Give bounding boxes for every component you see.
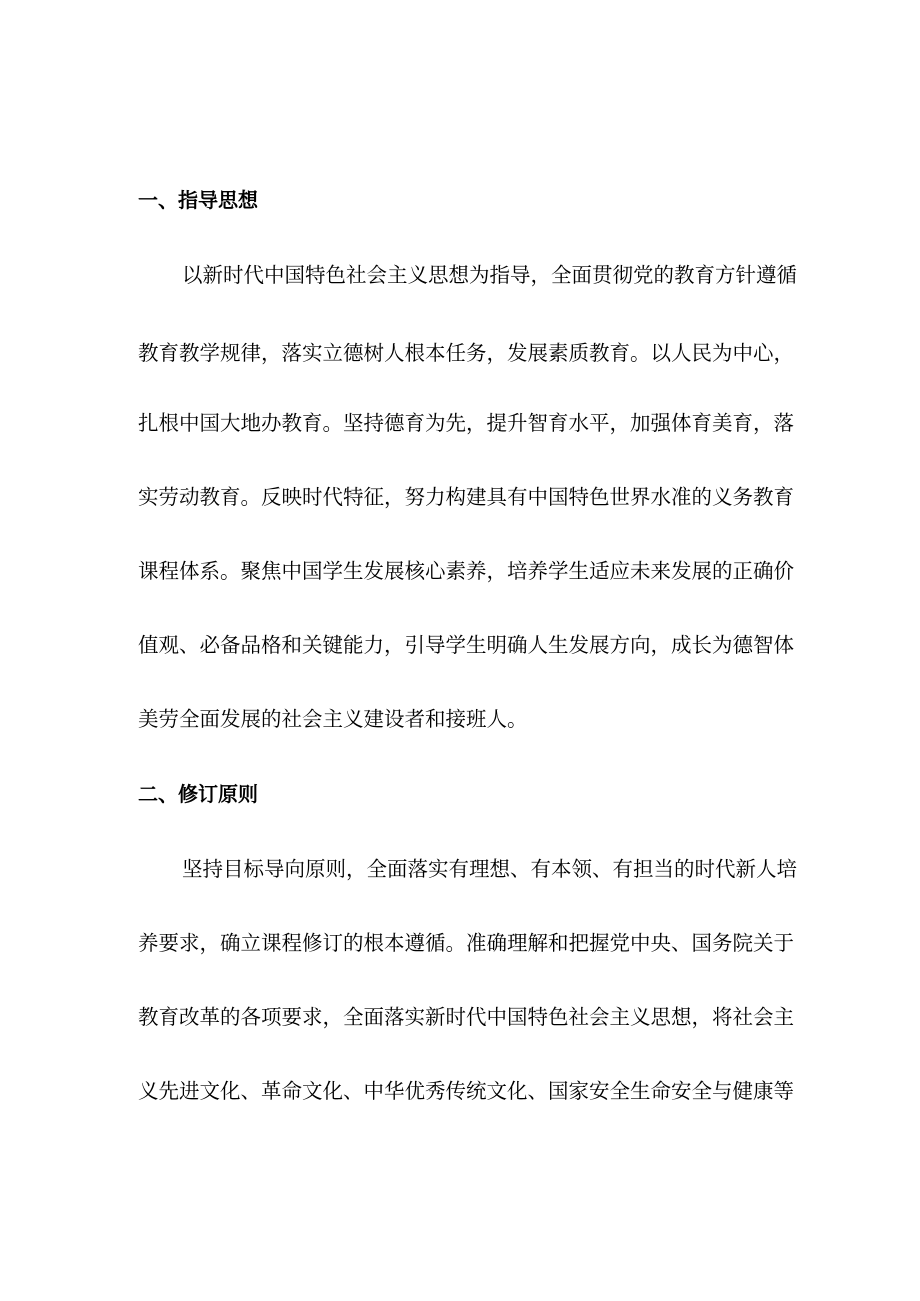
paragraph-line: 义先进文化、革命文化、中华优秀传统文化、国家安全生命安全与健康等 [138,1079,794,1103]
paragraph-line: 美劳全面发展的社会主义建设者和接班人。 [138,707,528,731]
paragraph-line: 坚持目标导向原则，全面落实有理想、有本领、有担当的时代新人培 [182,857,797,881]
paragraph-line: 课程体系。聚焦中国学生发展核心素养，培养学生适应未来发展的正确价 [138,559,794,583]
paragraph-line: 养要求，确立课程修订的根本遵循。准确理解和把握党中央、国务院关于 [138,931,794,955]
paragraph-line: 扎根中国大地办教育。坚持德育为先，提升智育水平，加强体育美育，落 [138,411,794,435]
paragraph-line: 实劳动教育。反映时代特征，努力构建具有中国特色世界水准的义务教育 [138,485,794,509]
section-heading-guiding-ideology: 一、指导思想 [138,188,258,212]
paragraph-line: 教育教学规律，落实立德树人根本任务，发展素质教育。以人民为中心， [138,341,794,365]
paragraph-line: 以新时代中国特色社会主义思想为指导，全面贯彻党的教育方针遵循 [182,263,797,287]
paragraph-line: 教育改革的各项要求，全面落实新时代中国特色社会主义思想，将社会主 [138,1005,794,1029]
paragraph-line: 值观、必备品格和关键能力，引导学生明确人生发展方向，成长为德智体 [138,633,794,657]
section-heading-revision-principles: 二、修订原则 [138,782,258,806]
